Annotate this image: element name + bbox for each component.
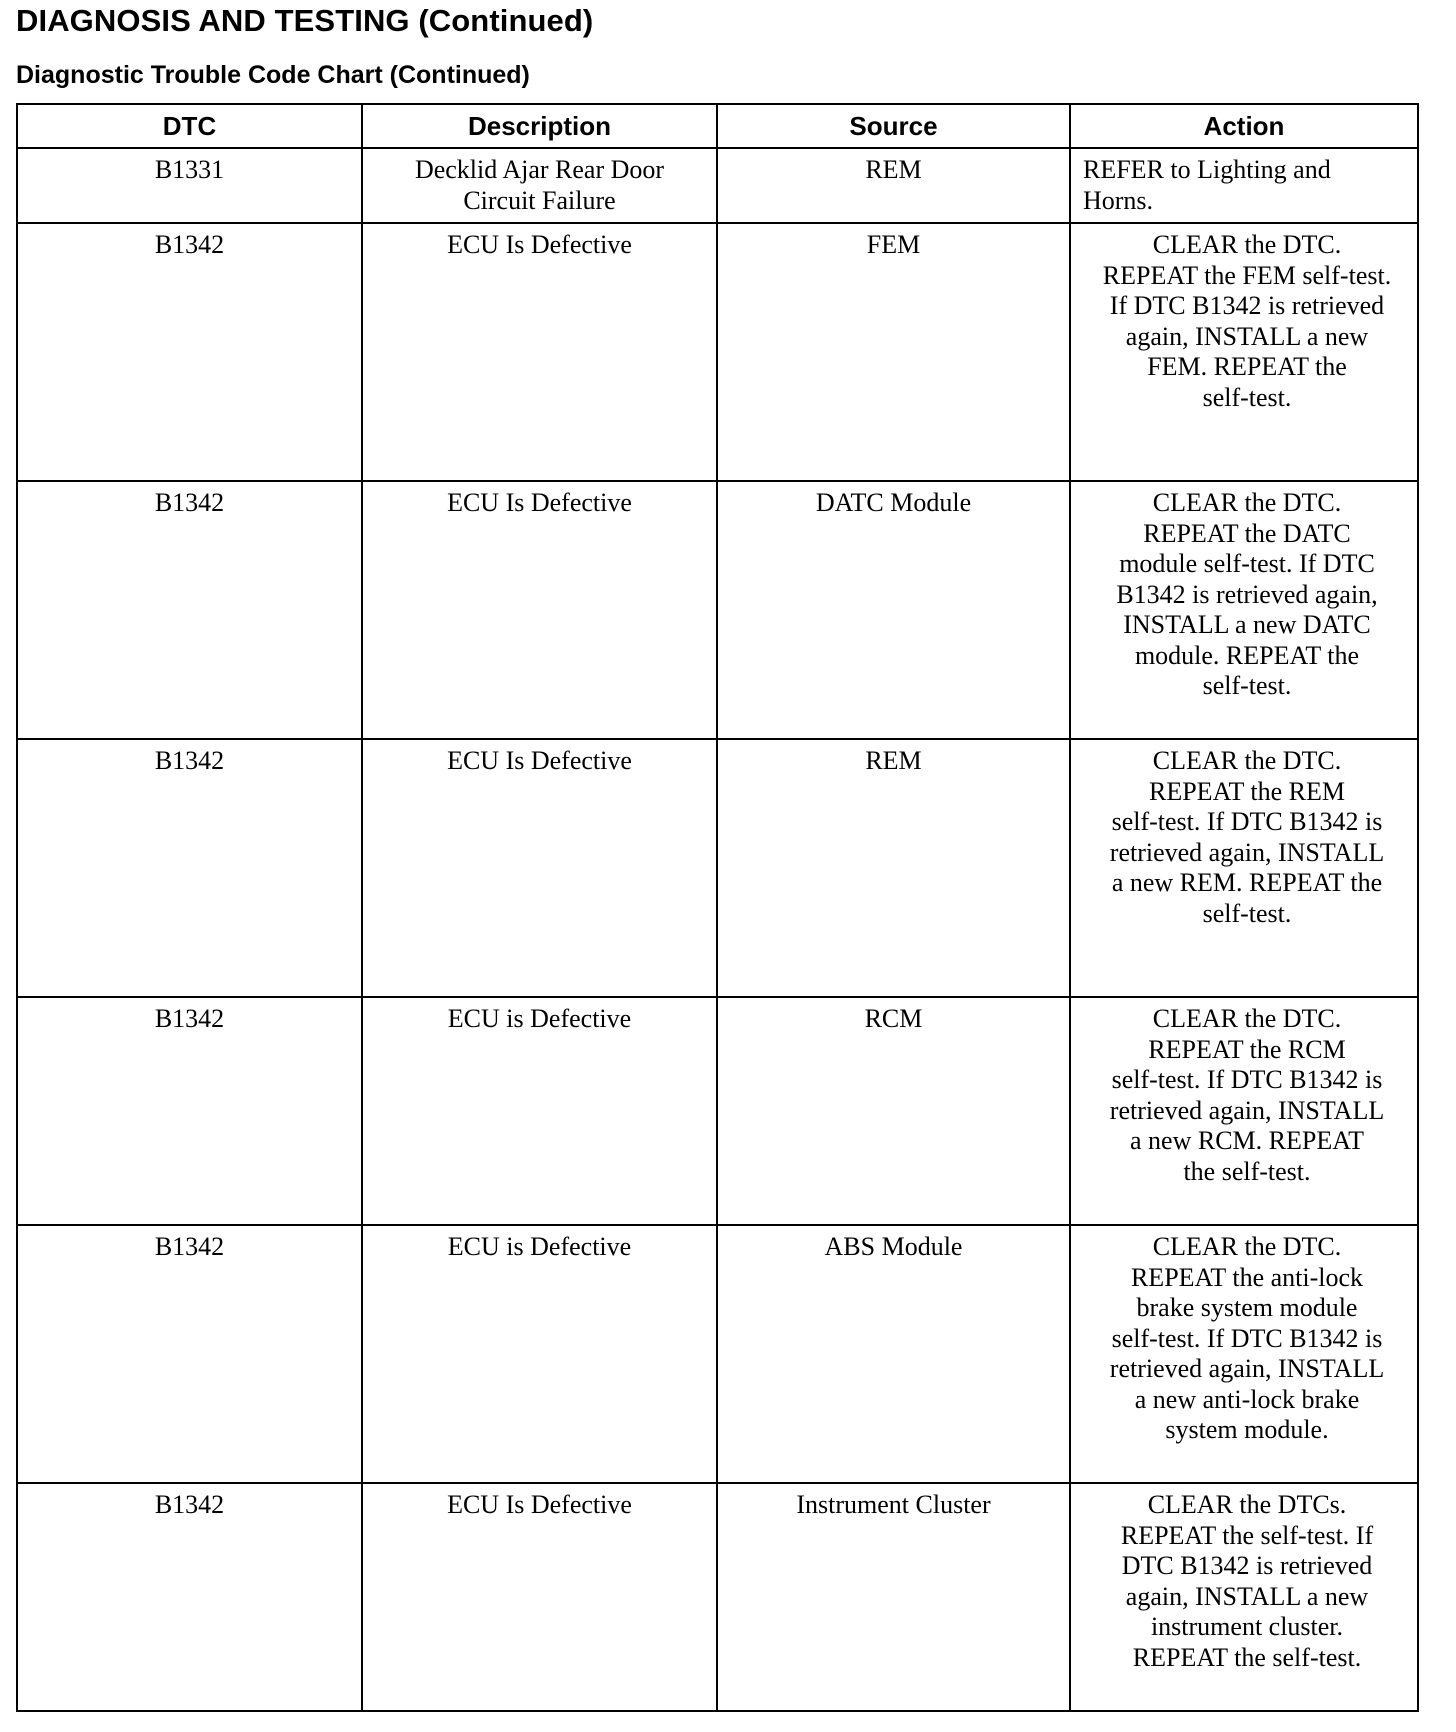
dtc-description: ECU Is Defective	[447, 1490, 632, 1519]
table-row	[17, 739, 1418, 997]
dtc-source: RCM	[864, 1004, 923, 1033]
dtc-table	[16, 103, 1419, 1712]
action-cell	[1070, 148, 1418, 223]
column-header-description: Description	[362, 104, 717, 148]
dtc-cell	[17, 1225, 362, 1483]
description-cell	[362, 148, 717, 223]
dtc-action: CLEAR the DTC. REPEAT the anti-lock brake system module self-test. If DTC B1342 is retrieved again, INSTALL a new anti-lock brake system module.	[1109, 1232, 1385, 1444]
description-cell	[362, 1225, 717, 1483]
dtc-source: REM	[865, 746, 922, 775]
dtc-description: Decklid Ajar Rear Door Circuit Failure	[414, 155, 665, 215]
dtc-description: ECU is Defective	[447, 1004, 632, 1033]
dtc-code: B1342	[154, 1004, 225, 1033]
dtc-cell	[17, 481, 362, 739]
action-cell	[1070, 1483, 1418, 1711]
dtc-description: ECU Is Defective	[447, 488, 632, 517]
section-title: DIAGNOSIS AND TESTING (Continued)	[16, 3, 594, 38]
chart-title: Diagnostic Trouble Code Chart (Continued)	[16, 61, 530, 89]
description-cell	[362, 739, 717, 997]
dtc-cell	[17, 223, 362, 481]
table-row	[17, 997, 1418, 1225]
dtc-code: B1342	[154, 1490, 225, 1519]
header-row	[17, 104, 1418, 148]
table-row	[17, 148, 1418, 223]
table-body	[17, 148, 1418, 1711]
dtc-description: ECU Is Defective	[447, 746, 632, 775]
description-cell	[362, 1483, 717, 1711]
dtc-code: B1342	[154, 488, 225, 517]
dtc-cell	[17, 1483, 362, 1711]
dtc-code: B1331	[154, 155, 225, 184]
dtc-source: DATC Module	[815, 488, 972, 517]
dtc-source: Instrument Cluster	[796, 1490, 991, 1519]
action-cell	[1070, 997, 1418, 1225]
table-row	[17, 223, 1418, 481]
description-cell	[362, 997, 717, 1225]
dtc-source: FEM	[866, 230, 921, 259]
dtc-source: REM	[865, 155, 922, 184]
source-cell	[717, 481, 1070, 739]
action-cell	[1070, 223, 1418, 481]
dtc-cell	[17, 997, 362, 1225]
source-cell	[717, 1225, 1070, 1483]
source-cell	[717, 997, 1070, 1225]
source-cell	[717, 148, 1070, 223]
dtc-action: CLEAR the DTC. REPEAT the REM self-test. If DTC B1342 is retrieved again, INSTALL a new REM. REPEAT the self-test.	[1109, 746, 1385, 928]
column-header-action: Action	[1070, 104, 1418, 148]
source-cell	[717, 1483, 1070, 1711]
source-cell	[717, 223, 1070, 481]
column-header-dtc: DTC	[17, 104, 362, 148]
dtc-cell	[17, 148, 362, 223]
dtc-description: ECU Is Defective	[447, 230, 632, 259]
action-cell	[1070, 1225, 1418, 1483]
dtc-cell	[17, 739, 362, 997]
description-cell	[362, 481, 717, 739]
action-cell	[1070, 481, 1418, 739]
dtc-code: B1342	[154, 746, 225, 775]
table-row	[17, 481, 1418, 739]
dtc-code: B1342	[154, 1232, 225, 1261]
dtc-action: CLEAR the DTCs. REPEAT the self-test. If DTC B1342 is retrieved again, INSTALL a new instrument cluster. REPEAT the self-test.	[1120, 1490, 1374, 1672]
dtc-action: CLEAR the DTC. REPEAT the DATC module self-test. If DTC B1342 is retrieved again, INSTALL a new DATC module. REPEAT the self-test.	[1116, 488, 1378, 700]
dtc-action: CLEAR the DTC. REPEAT the FEM self-test. If DTC B1342 is retrieved again, INSTALL a new FEM. REPEAT the self-test.	[1102, 230, 1392, 412]
table-header	[17, 104, 1418, 148]
dtc-action: REFER to Lighting and Horns.	[1083, 155, 1331, 215]
dtc-description: ECU is Defective	[447, 1232, 632, 1261]
dtc-source: ABS Module	[824, 1232, 963, 1261]
column-header-source: Source	[717, 104, 1070, 148]
action-cell	[1070, 739, 1418, 997]
page	[16, 0, 1416, 1672]
table-row	[17, 1483, 1418, 1711]
dtc-code: B1342	[154, 230, 225, 259]
source-cell	[717, 739, 1070, 997]
table-row	[17, 1225, 1418, 1483]
dtc-action: CLEAR the DTC. REPEAT the RCM self-test. If DTC B1342 is retrieved again, INSTALL a new RCM. REPEAT the self-test.	[1109, 1004, 1385, 1186]
description-cell	[362, 223, 717, 481]
